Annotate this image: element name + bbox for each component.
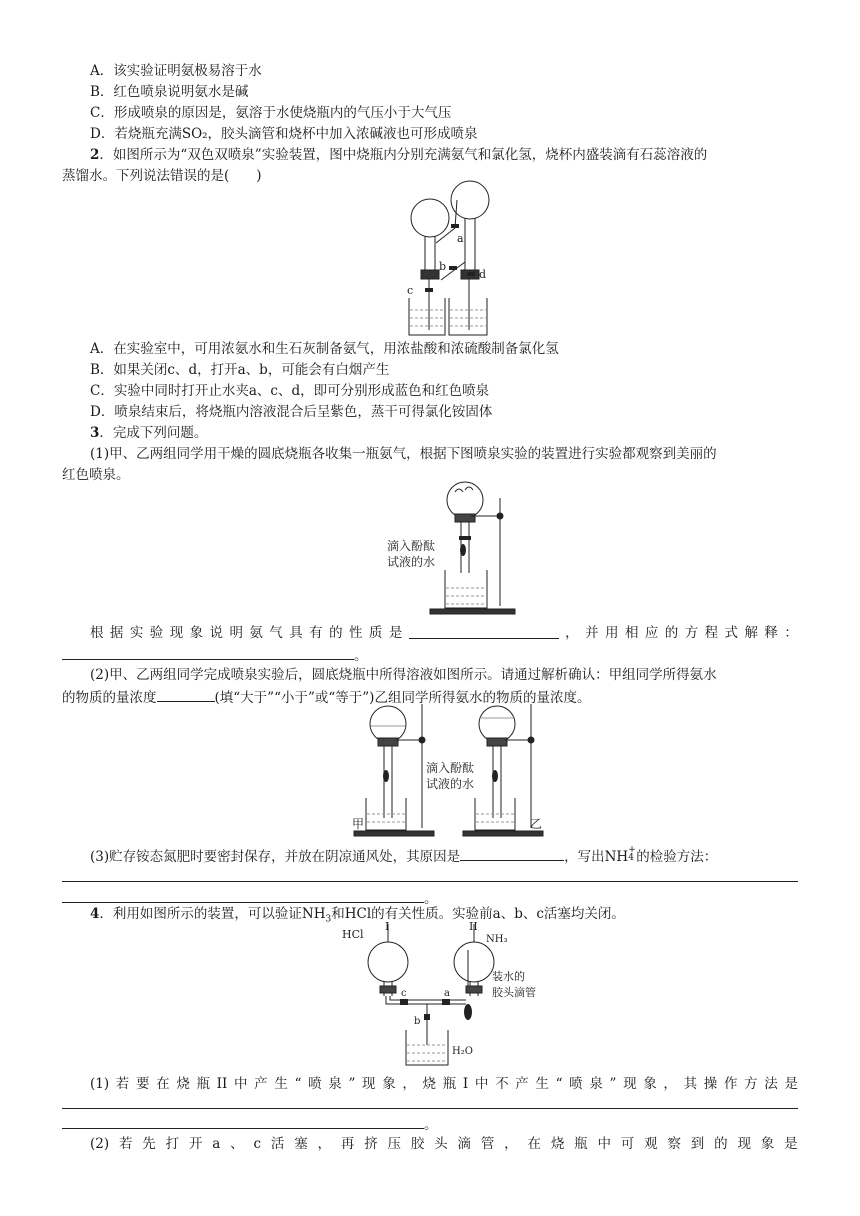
q2-double-fountain-figure — [395, 180, 505, 340]
q2-number: 2 — [90, 147, 100, 163]
q3-p1-property-blank[interactable] — [409, 624, 559, 639]
q3-fountain-figure-1 — [375, 478, 535, 618]
q4-p1-answer-blank[interactable] — [62, 1114, 424, 1129]
q4-label-dropper-line1: 装水的 — [492, 970, 525, 983]
q3-p1-answer-line: 根 据 实 验 现 象 说 明 氨 气 具 有 的 性 质 是 ， 并 用 相 应 的 方 程 式 解 释 ： — [90, 625, 798, 641]
q3-fig2-label-line1: 滴入酚酞 — [426, 761, 475, 775]
q3-stem: 3．完成下列问题。 — [90, 425, 208, 441]
q1-option-d: D．若烧瓶充满SO₂，胶头滴管和烧杯中加入浓碱液也可形成喷泉 — [90, 126, 478, 142]
q3-p3-reason-blank[interactable] — [460, 846, 564, 861]
q3-fig1-label-line2: 试液的水 — [387, 555, 436, 569]
q1-option-a: A．该实验证明氨极易溶于水 — [90, 63, 262, 79]
q3-p3-line: (3)贮存铵态氮肥时要密封保存，并放在阴凉通风处，其原因是 ，写出NH + 4 的检验方法： — [90, 845, 718, 865]
q3-number: 3 — [90, 425, 100, 441]
q3-p1-equation-blank[interactable] — [62, 645, 354, 660]
q3-fountain-figure-2 — [340, 700, 555, 840]
q4-label-flask2: II — [469, 920, 478, 933]
q2-option-d: D．喷泉结束后，将烧瓶内溶液混合后呈紫色，蒸干可得氯化铵固体 — [90, 404, 493, 420]
q3-p3-method-blank[interactable] — [62, 888, 424, 903]
q2-option-b: B．如果关闭c、d，打开a、b，可能会有白烟产生 — [90, 362, 390, 378]
q3-fig1-label-line1: 滴入酚酞 — [387, 539, 436, 553]
q3-p2-line1: (2)甲、乙两组同学完成喷泉实验后，圆底烧瓶中所得溶液如图所示。请通过解析确认：甲组同学所得氨水 — [90, 667, 717, 683]
nh4-charge: + 4 — [628, 845, 636, 863]
q4-p2-line: (2) 若 先 打 开 a 、 c 活 塞 ， 再 挤 压 胶 头 滴 管 ， 在 烧 瓶 中 可 观 察 到 的 现 象 是 — [90, 1136, 798, 1152]
q4-label-water: H₂O — [452, 1046, 473, 1057]
q2-label-d: d — [479, 268, 487, 281]
q2-label-c: c — [407, 284, 414, 297]
q2-stem-line2: 蒸馏水。下列说法错误的是( ) — [62, 168, 262, 184]
q3-p3-method-line: 。 — [62, 888, 438, 908]
q3-fig2-label-yi: 乙 — [530, 817, 543, 831]
q4-label-dropper-line2: 胶头滴管 — [492, 986, 536, 999]
q3-fig2-label-jia: 甲 — [352, 817, 365, 831]
q4-label-flask1: I — [385, 920, 390, 933]
q4-label-a: a — [444, 988, 450, 999]
q3-p1-line2: 红色喷泉。 — [62, 467, 130, 483]
q2-option-a: A．在实验室中，可用浓氨水和生石灰制备氨气，用浓盐酸和浓硫酸制备氯化氢 — [90, 341, 559, 357]
q3-p1-equation-line: 。 — [62, 645, 368, 665]
q3-fig2-label-line2: 试液的水 — [426, 777, 475, 791]
q4-label-nh3: NH₃ — [486, 934, 508, 945]
q4-label-c: c — [401, 988, 407, 999]
q3-p1-line1: (1)甲、乙两组同学用干燥的圆底烧瓶各收集一瓶氨气，根据下图喷泉实验的装置进行实验都观察到美丽的 — [90, 446, 717, 462]
q3-p2-line2: 的物质的量浓度 (填“大于”“小于”或“等于”)乙组同学所得氨水的物质的量浓度。 — [62, 687, 590, 707]
q4-p1-line: (1) 若 要 在 烧 瓶 II 中 产 生 “ 喷 泉 ” 现 象 ， 烧 瓶 I 中 不 产 生 “ 喷 泉 ” 现 象 ， 其 操 作 方 法 是 — [90, 1076, 798, 1092]
q4-apparatus-figure — [340, 920, 540, 1070]
q4-stem: 4．利用如图所示的装置，可以验证$NH_3$和HCl的有关性质。实验前a、b、c活塞均关闭。 — [90, 906, 625, 925]
q1-option-c: C．形成喷泉的原因是，氨溶于水使烧瓶内的气压小于大气压 — [90, 105, 452, 121]
q3-p2-blank[interactable] — [157, 687, 215, 702]
q2-label-b: b — [439, 260, 447, 273]
q4-label-hcl: HCl — [342, 928, 364, 941]
q2-label-a: a — [457, 232, 464, 245]
q4-number: 4 — [90, 906, 100, 922]
q2-option-c: C．实验中同时打开止水夹a、c、d，即可分别形成蓝色和红色喷泉 — [90, 383, 490, 399]
q4-label-b: b — [414, 1016, 421, 1027]
q4-p1-answer-line: 。 — [62, 1114, 438, 1134]
q3-p3-method-rule[interactable] — [62, 881, 798, 882]
q2-stem-line1: 2．如图所示为“双色双喷泉”实验装置，图中烧瓶内分别充满氨气和氯化氢，烧杯内盛装滴有石蕊溶液的 — [90, 147, 708, 163]
q1-option-b: B．红色喷泉说明氨水是碱 — [90, 84, 249, 100]
q4-p1-answer-rule[interactable] — [62, 1108, 798, 1109]
